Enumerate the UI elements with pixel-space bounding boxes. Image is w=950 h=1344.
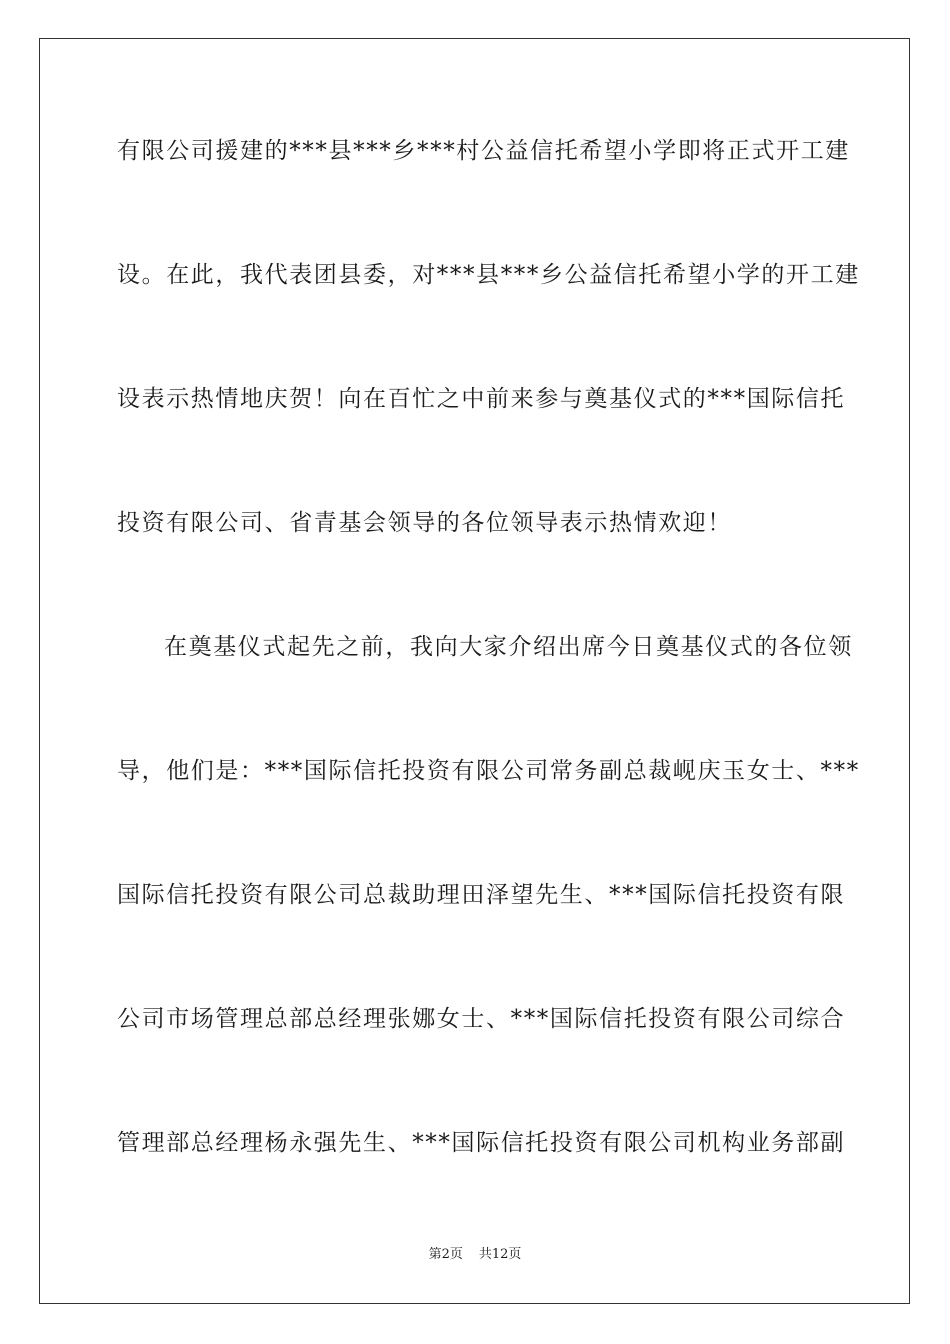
- body-line-9: 管理部总经理杨永强先生、***国际信托投资有限公司机构业务部副: [117, 1130, 846, 1156]
- page-total: 共12页: [478, 1247, 522, 1262]
- page-border: [39, 38, 910, 1304]
- body-line-7: 国际信托投资有限公司总裁助理田泽望先生、***国际信托投资有限: [117, 882, 846, 908]
- body-line-5-paragraph-start: 在奠基仪式起先之前，我向大家介绍出席今日奠基仪式的各位领: [164, 634, 853, 660]
- page-footer: [0, 1246, 950, 1264]
- body-line-3: 设表示热情地庆贺！向在百忙之中前来参与奠基仪式的***国际信托: [117, 386, 846, 412]
- body-line-2: 设。在此，我代表团县委，对***县***乡公益信托希望小学的开工建: [117, 262, 860, 288]
- page-number: 第2页: [428, 1247, 463, 1262]
- body-line-4: 投资有限公司、省青基会领导的各位领导表示热情欢迎！: [117, 510, 732, 536]
- body-line-1: 有限公司援建的***县***乡***村公益信托希望小学即将正式开工建: [117, 138, 850, 164]
- body-line-6: 导，他们是：***国际信托投资有限公司常务副总裁岘庆玉女士、***: [117, 758, 860, 784]
- body-line-8: 公司市场管理总部总经理张娜女士、***国际信托投资有限公司综合: [117, 1006, 846, 1032]
